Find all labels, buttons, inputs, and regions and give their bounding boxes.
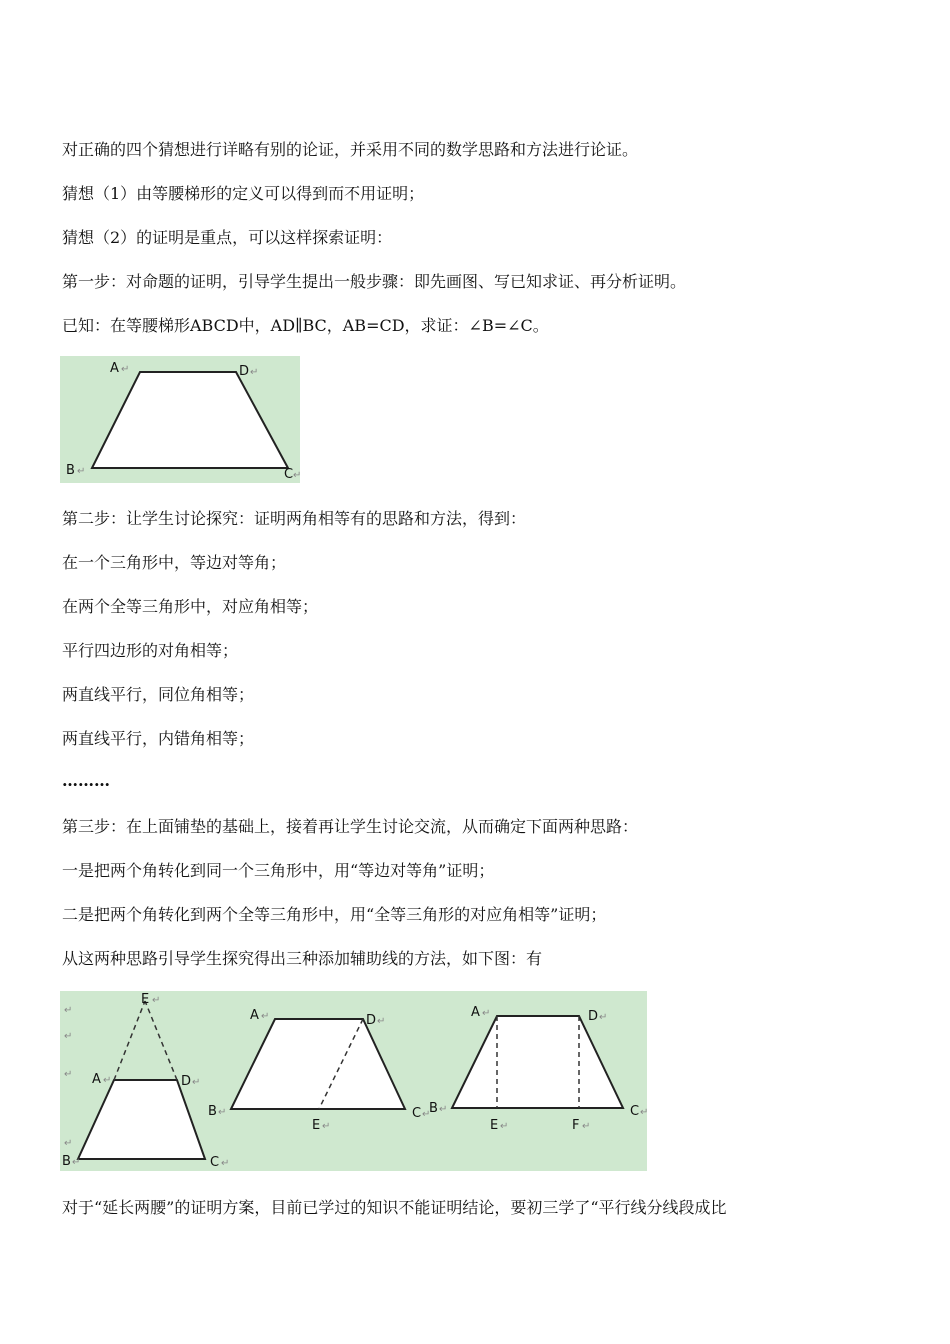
svg-text:↵: ↵ (322, 1121, 331, 1132)
svg-text:D: D (588, 1009, 599, 1024)
svg-text:↵: ↵ (64, 1031, 73, 1042)
svg-text:C: C (210, 1155, 220, 1170)
paragraph-2: 猜想（1）由等腰梯形的定义可以得到而不用证明； (62, 184, 425, 203)
svg-text:↵: ↵ (482, 1008, 491, 1019)
svg-text:↵: ↵ (582, 1121, 591, 1132)
paragraph-8: 在两个全等三角形中，对应角相等； (62, 597, 319, 616)
svg-text:↵: ↵ (77, 466, 86, 477)
svg-text:D: D (366, 1013, 377, 1028)
paragraph-ellipsis: ……… (62, 771, 110, 790)
paragraph-5: 已知：在等腰梯形ABCD中，AD∥BC，AB=CD，求证：∠B=∠C。 (62, 316, 549, 335)
svg-text:E: E (312, 1118, 321, 1133)
svg-text:B: B (429, 1101, 438, 1116)
svg-text:F: F (572, 1118, 580, 1133)
svg-text:B: B (62, 1154, 71, 1169)
svg-text:↵: ↵ (192, 1077, 201, 1088)
auxiliary-lines-figure (60, 991, 647, 1171)
trapezoid-figure (60, 356, 300, 483)
paragraph-16: 对于“延长两腰”的证明方案，目前已学过的知识不能证明结论，要初三学了“平行线分线段成比 (62, 1198, 727, 1217)
svg-text:↵: ↵ (64, 1138, 73, 1149)
svg-text:↵: ↵ (500, 1121, 509, 1132)
svg-text:↵: ↵ (640, 1107, 649, 1118)
svg-text:↵: ↵ (261, 1011, 270, 1022)
paragraph-10: 两直线平行，同位角相等； (62, 685, 255, 704)
paragraph-1: 对正确的四个猜想进行详略有别的论证，并采用不同的数学思路和方法进行论证。 (62, 140, 639, 159)
svg-text:↵: ↵ (250, 367, 259, 378)
svg-text:B: B (208, 1104, 217, 1119)
svg-text:↵: ↵ (152, 995, 161, 1006)
svg-text:B: B (66, 463, 75, 478)
svg-text:↵: ↵ (121, 364, 130, 375)
svg-text:↵: ↵ (377, 1016, 386, 1027)
svg-text:D: D (239, 364, 250, 379)
paragraph-3: 猜想（2）的证明是重点，可以这样探索证明： (62, 228, 393, 247)
paragraph-14: 二是把两个角转化到两个全等三角形中，用“全等三角形的对应角相等”证明； (62, 905, 607, 924)
paragraph-15: 从这两种思路引导学生探究得出三种添加辅助线的方法，如下图：有 (62, 949, 543, 968)
svg-text:↵: ↵ (422, 1109, 431, 1120)
svg-text:C: C (412, 1106, 422, 1121)
svg-text:↵: ↵ (221, 1158, 230, 1169)
paragraph-12: 第三步：在上面铺垫的基础上，接着再让学生讨论交流，从而确定下面两种思路： (62, 817, 639, 836)
svg-text:A: A (471, 1005, 480, 1020)
paragraph-6: 第二步：让学生讨论探究：证明两角相等有的思路和方法，得到： (62, 509, 527, 528)
svg-text:↵: ↵ (439, 1104, 448, 1115)
svg-text:↵: ↵ (599, 1012, 608, 1023)
paragraph-7: 在一个三角形中，等边对等角； (62, 553, 287, 572)
svg-text:A: A (110, 361, 119, 376)
svg-text:↵: ↵ (293, 470, 302, 481)
svg-text:C: C (630, 1104, 640, 1119)
svg-text:E: E (490, 1118, 499, 1133)
svg-text:↵: ↵ (64, 1005, 73, 1016)
svg-text:↵: ↵ (103, 1075, 112, 1086)
paragraph-4: 第一步：对命题的证明，引导学生提出一般步骤：即先画图、写已知求证、再分析证明。 (62, 272, 687, 291)
svg-text:↵: ↵ (218, 1107, 227, 1118)
paragraph-9: 平行四边形的对角相等； (62, 641, 239, 660)
svg-text:↵: ↵ (64, 1069, 73, 1080)
svg-text:E: E (141, 992, 150, 1007)
svg-text:D: D (181, 1074, 192, 1089)
svg-text:↵: ↵ (72, 1157, 81, 1168)
svg-text:C: C (284, 467, 294, 482)
paragraph-11: 两直线平行，内错角相等； (62, 729, 255, 748)
paragraph-13: 一是把两个角转化到同一个三角形中，用“等边对等角”证明； (62, 861, 495, 880)
svg-text:A: A (92, 1072, 101, 1087)
svg-text:A: A (250, 1008, 259, 1023)
